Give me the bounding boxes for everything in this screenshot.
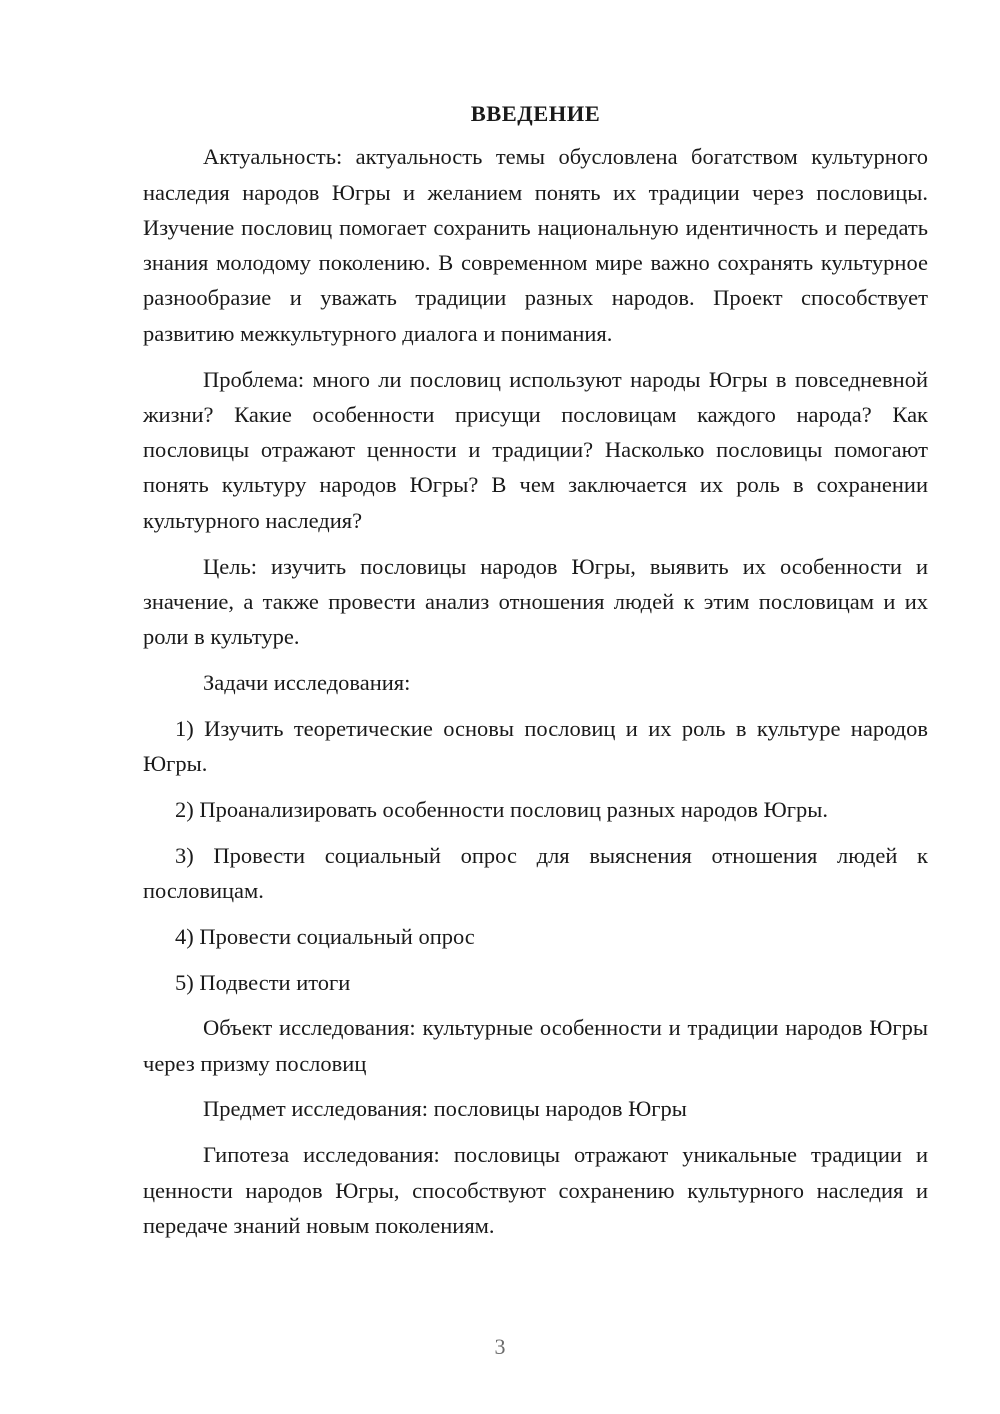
hypothesis-paragraph: Гипотеза исследования: пословицы отражают уникальные традиции и ценности народов Югры, способствуют сохранению культурного наследия и передаче знаний новым поколениям. bbox=[143, 1142, 928, 1238]
task-item: 1) Изучить теоретические основы пословиц и их роль в культуре народов Югры. bbox=[143, 715, 928, 777]
goal-paragraph: Цель: изучить пословицы народов Югры, выявить их особенности и значение, а также провести анализ отношения людей к этим пословицам и их роли в культуре. bbox=[143, 553, 928, 650]
problem-paragraph: Проблема: много ли пословиц используют народы Югры в повседневной жизни? Какие особенности присущи пословицам каждого народа? Как пословицы отражают ценности и традиции? Насколько пословицы помогают понять культуру народов Югры? В чем заключается их роль в сохранении культурного наследия? bbox=[143, 366, 928, 533]
object-paragraph: Объект исследования: культурные особенности и традиции народов Югры через призму пословиц bbox=[143, 1015, 928, 1076]
task-item: 3) Провести социальный опрос для выяснения отношения людей к пословицам. bbox=[143, 842, 928, 903]
section-title: ВВЕДЕНИЕ bbox=[470, 101, 601, 126]
task-item: 2) Проанализировать особенности пословиц разных народов Югры. bbox=[175, 796, 829, 822]
task-item: 4) Провести социальный опрос bbox=[175, 923, 475, 949]
relevance-paragraph: Актуальность: актуальность темы обусловлена богатством культурного наследия народов Югры и желанием понять их традиции через пословицы. Изучение пословиц помогает сохранить национальную идентичность и передать знания молодому поколению. В современном мире важно сохранять культурное разнообразие и уважать традиции разных народов. Проект способствует развитию межкультурного диалога и понимания. bbox=[143, 144, 928, 346]
task-item: 5) Подвести итоги bbox=[175, 969, 351, 995]
tasks-heading: Задачи исследования: bbox=[203, 669, 411, 695]
document-page bbox=[143, 96, 928, 1254]
subject-paragraph: Предмет исследования: пословицы народов Югры bbox=[203, 1096, 687, 1122]
page-number: 3 bbox=[494, 1334, 506, 1359]
